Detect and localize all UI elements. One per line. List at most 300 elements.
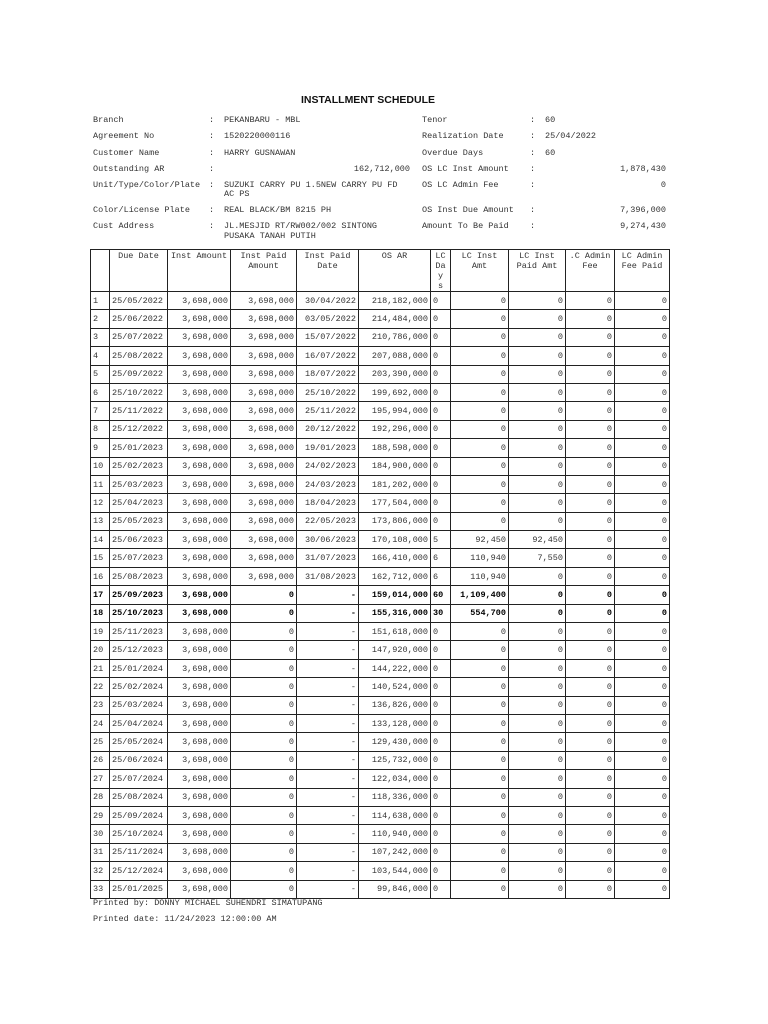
lc-admin-fee-cell: 0 xyxy=(566,531,615,549)
lc-inst-amt-cell: 0 xyxy=(451,770,509,788)
lc-days-cell: 0 xyxy=(431,623,451,641)
table-row xyxy=(91,806,670,824)
lc-admin-fee-cell: 0 xyxy=(566,512,615,530)
due-date-cell: 25/06/2023 xyxy=(110,531,168,549)
table-row xyxy=(91,880,670,898)
inst-paid-date-cell: - xyxy=(297,825,359,843)
lc-admin-fee-paid-cell: 0 xyxy=(615,347,670,365)
lc-admin-fee-paid-cell: 0 xyxy=(615,402,670,420)
inst-paid-amount-cell: 0 xyxy=(231,788,297,806)
due-date-cell: 25/02/2024 xyxy=(110,678,168,696)
lc-days-cell: 60 xyxy=(431,586,451,604)
due-date-cell: 25/12/2022 xyxy=(110,420,168,438)
due-date-cell: 25/12/2023 xyxy=(110,641,168,659)
lc-inst-paid-amt-cell: 0 xyxy=(509,641,566,659)
row-number-cell: 21 xyxy=(91,659,110,677)
lc-inst-paid-amt-cell: 0 xyxy=(509,457,566,475)
table-row xyxy=(91,475,670,493)
lc-inst-amt-cell: 0 xyxy=(451,862,509,880)
lc-inst-paid-amt-cell: 0 xyxy=(509,770,566,788)
unit-type-label: Unit/Type/Color/Plate xyxy=(93,180,201,190)
printed-by: Printed by: DONNY MICHAEL SUHENDRI SIMATUPANG xyxy=(93,898,323,908)
inst-paid-date-cell: 18/07/2022 xyxy=(297,365,359,383)
lc-admin-fee-paid-cell: 0 xyxy=(615,586,670,604)
inst-paid-date-cell: 30/06/2023 xyxy=(297,531,359,549)
inst-amount-cell: 3,698,000 xyxy=(168,310,231,328)
lc-admin-fee-paid-cell: 0 xyxy=(615,439,670,457)
inst-paid-date-cell: - xyxy=(297,862,359,880)
lc-days-cell: 0 xyxy=(431,788,451,806)
colon: : xyxy=(209,180,215,190)
os-ar-cell: 218,182,000 xyxy=(359,292,431,310)
lc-days-cell: 0 xyxy=(431,880,451,898)
lc-days-cell: 0 xyxy=(431,770,451,788)
row-number-cell: 6 xyxy=(91,383,110,401)
lc-days-cell: 0 xyxy=(431,843,451,861)
due-date-cell: 25/02/2023 xyxy=(110,457,168,475)
inst-amount-cell: 3,698,000 xyxy=(168,531,231,549)
table-row xyxy=(91,402,670,420)
due-date-cell: 25/08/2023 xyxy=(110,567,168,585)
table-header-row xyxy=(91,250,670,292)
table-row xyxy=(91,310,670,328)
lc-admin-fee-paid-cell: 0 xyxy=(615,328,670,346)
inst-paid-amount-cell: 0 xyxy=(231,825,297,843)
due-date-cell: 25/09/2024 xyxy=(110,806,168,824)
inst-paid-amount-cell: 0 xyxy=(231,586,297,604)
lc-inst-paid-amt-cell: 0 xyxy=(509,586,566,604)
table-row xyxy=(91,788,670,806)
lc-admin-fee-cell: 0 xyxy=(566,457,615,475)
due-date-cell: 25/03/2024 xyxy=(110,696,168,714)
inst-paid-amount-cell: 0 xyxy=(231,862,297,880)
lc-days-cell: 6 xyxy=(431,549,451,567)
lc-admin-fee-cell: 0 xyxy=(566,383,615,401)
inst-amount-cell: 3,698,000 xyxy=(168,659,231,677)
row-number-cell: 32 xyxy=(91,862,110,880)
inst-paid-amount-cell: 3,698,000 xyxy=(231,383,297,401)
row-number-cell: 13 xyxy=(91,512,110,530)
table-row xyxy=(91,420,670,438)
table-row xyxy=(91,365,670,383)
table-body xyxy=(91,292,670,899)
row-number-cell: 15 xyxy=(91,549,110,567)
row-number-cell: 14 xyxy=(91,531,110,549)
lc-inst-amt-cell: 0 xyxy=(451,788,509,806)
table-row xyxy=(91,292,670,310)
os-ar-cell: 155,316,000 xyxy=(359,604,431,622)
lc-inst-amt-cell: 0 xyxy=(451,678,509,696)
inst-paid-amount-cell: 3,698,000 xyxy=(231,402,297,420)
table-row xyxy=(91,843,670,861)
lc-inst-amt-cell: 110,940 xyxy=(451,567,509,585)
lc-admin-fee-paid-cell: 0 xyxy=(615,862,670,880)
column-header: Inst Paid Date xyxy=(297,250,359,292)
lc-inst-amt-cell: 0 xyxy=(451,328,509,346)
lc-inst-amt-cell: 0 xyxy=(451,310,509,328)
lc-days-cell: 0 xyxy=(431,641,451,659)
lc-days-cell: 0 xyxy=(431,825,451,843)
os-ar-cell: 188,598,000 xyxy=(359,439,431,457)
due-date-cell: 25/11/2023 xyxy=(110,623,168,641)
lc-admin-fee-cell: 0 xyxy=(566,494,615,512)
inst-amount-cell: 3,698,000 xyxy=(168,751,231,769)
installment-table xyxy=(90,249,670,899)
table-row xyxy=(91,623,670,641)
lc-admin-fee-cell: 0 xyxy=(566,310,615,328)
os-lc-inst-amount-value: 1,878,430 xyxy=(620,164,666,174)
row-number-cell: 31 xyxy=(91,843,110,861)
lc-admin-fee-paid-cell: 0 xyxy=(615,604,670,622)
lc-inst-paid-amt-cell: 0 xyxy=(509,347,566,365)
row-number-cell: 26 xyxy=(91,751,110,769)
lc-inst-paid-amt-cell: 0 xyxy=(509,328,566,346)
lc-days-cell: 0 xyxy=(431,659,451,677)
inst-paid-date-cell: - xyxy=(297,604,359,622)
due-date-cell: 25/01/2025 xyxy=(110,880,168,898)
inst-paid-amount-cell: 0 xyxy=(231,604,297,622)
os-ar-cell: 184,900,000 xyxy=(359,457,431,475)
lc-admin-fee-cell: 0 xyxy=(566,659,615,677)
lc-inst-paid-amt-cell: 0 xyxy=(509,365,566,383)
colon: : xyxy=(530,164,536,174)
inst-amount-cell: 3,698,000 xyxy=(168,714,231,732)
inst-amount-cell: 3,698,000 xyxy=(168,623,231,641)
row-number-cell: 20 xyxy=(91,641,110,659)
row-number-cell: 22 xyxy=(91,678,110,696)
os-ar-cell: 214,484,000 xyxy=(359,310,431,328)
row-number-cell: 27 xyxy=(91,770,110,788)
table-row xyxy=(91,825,670,843)
lc-inst-amt-cell: 0 xyxy=(451,512,509,530)
inst-paid-date-cell: - xyxy=(297,714,359,732)
lc-days-cell: 0 xyxy=(431,292,451,310)
colon: : xyxy=(209,115,215,125)
outstanding-ar-value: 162,712,000 xyxy=(353,164,410,174)
table-row xyxy=(91,347,670,365)
lc-inst-paid-amt-cell: 7,550 xyxy=(509,549,566,567)
inst-paid-date-cell: 31/07/2023 xyxy=(297,549,359,567)
os-lc-admin-fee-value: 0 xyxy=(660,180,666,190)
lc-admin-fee-cell: 0 xyxy=(566,402,615,420)
inst-paid-amount-cell: 3,698,000 xyxy=(231,328,297,346)
due-date-cell: 25/09/2023 xyxy=(110,586,168,604)
inst-paid-date-cell: 16/07/2022 xyxy=(297,347,359,365)
color-license-label: Color/License Plate xyxy=(93,205,190,215)
colon: : xyxy=(530,205,536,215)
inst-paid-date-cell: 03/05/2022 xyxy=(297,310,359,328)
os-ar-cell: 110,940,000 xyxy=(359,825,431,843)
table-row xyxy=(91,770,670,788)
os-ar-cell: 140,524,000 xyxy=(359,678,431,696)
inst-paid-date-cell: - xyxy=(297,623,359,641)
cust-address-value-line2: PUSAKA TANAH PUTIH xyxy=(224,231,316,241)
lc-admin-fee-paid-cell: 0 xyxy=(615,531,670,549)
lc-days-cell: 0 xyxy=(431,862,451,880)
lc-admin-fee-paid-cell: 0 xyxy=(615,806,670,824)
inst-amount-cell: 3,698,000 xyxy=(168,788,231,806)
os-ar-cell: 159,014,000 xyxy=(359,586,431,604)
inst-amount-cell: 3,698,000 xyxy=(168,347,231,365)
lc-inst-amt-cell: 0 xyxy=(451,402,509,420)
os-ar-cell: 192,296,000 xyxy=(359,420,431,438)
lc-days-cell: 0 xyxy=(431,347,451,365)
lc-admin-fee-paid-cell: 0 xyxy=(615,365,670,383)
lc-admin-fee-cell: 0 xyxy=(566,843,615,861)
os-inst-due-amount-value: 7,396,000 xyxy=(620,205,666,215)
lc-inst-amt-cell: 0 xyxy=(451,806,509,824)
inst-paid-amount-cell: 0 xyxy=(231,770,297,788)
row-number-cell: 29 xyxy=(91,806,110,824)
lc-inst-amt-cell: 0 xyxy=(451,659,509,677)
colon: : xyxy=(209,164,215,174)
table-row xyxy=(91,641,670,659)
row-number-cell: 5 xyxy=(91,365,110,383)
colon: : xyxy=(209,221,215,231)
os-ar-cell: 147,920,000 xyxy=(359,641,431,659)
lc-inst-amt-cell: 1,109,400 xyxy=(451,586,509,604)
inst-paid-amount-cell: 3,698,000 xyxy=(231,365,297,383)
inst-paid-amount-cell: 0 xyxy=(231,733,297,751)
table-row xyxy=(91,494,670,512)
row-number-cell: 12 xyxy=(91,494,110,512)
realization-date-label: Realization Date xyxy=(422,131,504,141)
colon: : xyxy=(530,180,536,190)
lc-admin-fee-cell: 0 xyxy=(566,678,615,696)
agreement-no-label: Agreement No xyxy=(93,131,155,141)
due-date-cell: 25/10/2022 xyxy=(110,383,168,401)
lc-days-cell: 0 xyxy=(431,714,451,732)
colon: : xyxy=(530,115,536,125)
lc-admin-fee-paid-cell: 0 xyxy=(615,549,670,567)
lc-inst-paid-amt-cell: 0 xyxy=(509,623,566,641)
table-row xyxy=(91,549,670,567)
inst-amount-cell: 3,698,000 xyxy=(168,770,231,788)
column-header: Due Date xyxy=(110,250,168,292)
lc-inst-paid-amt-cell: 0 xyxy=(509,402,566,420)
row-number-cell: 28 xyxy=(91,788,110,806)
inst-paid-date-cell: 25/11/2022 xyxy=(297,402,359,420)
inst-amount-cell: 3,698,000 xyxy=(168,292,231,310)
due-date-cell: 25/05/2022 xyxy=(110,292,168,310)
unit-type-value: SUZUKI CARRY PU 1.5NEW CARRY PU FD xyxy=(224,180,398,190)
lc-days-cell: 0 xyxy=(431,696,451,714)
due-date-cell: 25/05/2023 xyxy=(110,512,168,530)
row-number-cell: 11 xyxy=(91,475,110,493)
lc-inst-amt-cell: 0 xyxy=(451,457,509,475)
table-row xyxy=(91,751,670,769)
lc-inst-amt-cell: 0 xyxy=(451,623,509,641)
row-number-cell: 30 xyxy=(91,825,110,843)
lc-inst-paid-amt-cell: 0 xyxy=(509,733,566,751)
inst-amount-cell: 3,698,000 xyxy=(168,567,231,585)
inst-paid-amount-cell: 0 xyxy=(231,880,297,898)
row-number-cell: 10 xyxy=(91,457,110,475)
due-date-cell: 25/06/2024 xyxy=(110,751,168,769)
lc-admin-fee-paid-cell: 0 xyxy=(615,475,670,493)
inst-amount-cell: 3,698,000 xyxy=(168,733,231,751)
row-number-cell: 17 xyxy=(91,586,110,604)
lc-days-cell: 0 xyxy=(431,310,451,328)
agreement-no-value: 1520220000116 xyxy=(224,131,291,141)
lc-admin-fee-cell: 0 xyxy=(566,770,615,788)
lc-admin-fee-paid-cell: 0 xyxy=(615,659,670,677)
colon: : xyxy=(209,205,215,215)
lc-days-cell: 0 xyxy=(431,751,451,769)
os-inst-due-amount-label: OS Inst Due Amount xyxy=(422,205,514,215)
lc-admin-fee-cell: 0 xyxy=(566,623,615,641)
inst-paid-amount-cell: 0 xyxy=(231,843,297,861)
lc-days-cell: 0 xyxy=(431,439,451,457)
inst-paid-date-cell: 24/03/2023 xyxy=(297,475,359,493)
lc-admin-fee-paid-cell: 0 xyxy=(615,880,670,898)
column-header: LC Inst Amt xyxy=(451,250,509,292)
lc-days-cell: 0 xyxy=(431,678,451,696)
os-ar-cell: 210,786,000 xyxy=(359,328,431,346)
table-row xyxy=(91,659,670,677)
inst-paid-amount-cell: 0 xyxy=(231,806,297,824)
inst-amount-cell: 3,698,000 xyxy=(168,328,231,346)
lc-inst-paid-amt-cell: 0 xyxy=(509,567,566,585)
amount-to-be-paid-value: 9,274,430 xyxy=(620,221,666,231)
inst-amount-cell: 3,698,000 xyxy=(168,420,231,438)
lc-inst-paid-amt-cell: 0 xyxy=(509,310,566,328)
inst-amount-cell: 3,698,000 xyxy=(168,402,231,420)
inst-paid-amount-cell: 3,698,000 xyxy=(231,457,297,475)
table-row xyxy=(91,586,670,604)
inst-paid-date-cell: 15/07/2022 xyxy=(297,328,359,346)
branch-value: PEKANBARU - MBL xyxy=(224,115,301,125)
row-number-cell: 4 xyxy=(91,347,110,365)
inst-paid-amount-cell: 3,698,000 xyxy=(231,292,297,310)
inst-paid-amount-cell: 0 xyxy=(231,641,297,659)
os-ar-cell: 173,806,000 xyxy=(359,512,431,530)
lc-days-cell: 0 xyxy=(431,328,451,346)
os-ar-cell: 166,410,000 xyxy=(359,549,431,567)
inst-amount-cell: 3,698,000 xyxy=(168,641,231,659)
due-date-cell: 25/11/2022 xyxy=(110,402,168,420)
inst-amount-cell: 3,698,000 xyxy=(168,475,231,493)
lc-admin-fee-paid-cell: 0 xyxy=(615,567,670,585)
lc-admin-fee-cell: 0 xyxy=(566,365,615,383)
row-number-cell: 8 xyxy=(91,420,110,438)
lc-admin-fee-paid-cell: 0 xyxy=(615,457,670,475)
lc-admin-fee-cell: 0 xyxy=(566,806,615,824)
lc-admin-fee-paid-cell: 0 xyxy=(615,825,670,843)
lc-inst-paid-amt-cell: 0 xyxy=(509,788,566,806)
inst-paid-date-cell: - xyxy=(297,696,359,714)
table-row xyxy=(91,604,670,622)
table-row xyxy=(91,696,670,714)
lc-admin-fee-paid-cell: 0 xyxy=(615,310,670,328)
inst-amount-cell: 3,698,000 xyxy=(168,383,231,401)
os-ar-cell: 99,846,000 xyxy=(359,880,431,898)
inst-amount-cell: 3,698,000 xyxy=(168,604,231,622)
inst-paid-amount-cell: 3,698,000 xyxy=(231,494,297,512)
due-date-cell: 25/08/2022 xyxy=(110,347,168,365)
lc-inst-paid-amt-cell: 0 xyxy=(509,862,566,880)
lc-days-cell: 0 xyxy=(431,420,451,438)
due-date-cell: 25/04/2024 xyxy=(110,714,168,732)
lc-inst-amt-cell: 0 xyxy=(451,843,509,861)
os-lc-admin-fee-label: OS LC Admin Fee xyxy=(422,180,499,190)
customer-name-label: Customer Name xyxy=(93,148,160,158)
lc-inst-amt-cell: 110,940 xyxy=(451,549,509,567)
printed-date: Printed date: 11/24/2023 12:00:00 AM xyxy=(93,914,277,924)
lc-days-cell: 0 xyxy=(431,402,451,420)
lc-admin-fee-paid-cell: 0 xyxy=(615,292,670,310)
inst-amount-cell: 3,698,000 xyxy=(168,457,231,475)
lc-admin-fee-cell: 0 xyxy=(566,751,615,769)
lc-days-cell: 0 xyxy=(431,457,451,475)
lc-days-cell: 30 xyxy=(431,604,451,622)
due-date-cell: 25/01/2023 xyxy=(110,439,168,457)
due-date-cell: 25/10/2024 xyxy=(110,825,168,843)
lc-inst-amt-cell: 0 xyxy=(451,641,509,659)
lc-inst-paid-amt-cell: 0 xyxy=(509,439,566,457)
lc-days-cell: 0 xyxy=(431,733,451,751)
inst-paid-amount-cell: 3,698,000 xyxy=(231,310,297,328)
inst-paid-amount-cell: 3,698,000 xyxy=(231,420,297,438)
inst-paid-date-cell: - xyxy=(297,641,359,659)
os-ar-cell: 144,222,000 xyxy=(359,659,431,677)
lc-inst-amt-cell: 0 xyxy=(451,365,509,383)
table-row xyxy=(91,512,670,530)
inst-paid-date-cell: - xyxy=(297,751,359,769)
lc-days-cell: 0 xyxy=(431,512,451,530)
os-ar-cell: 114,638,000 xyxy=(359,806,431,824)
lc-days-cell: 0 xyxy=(431,475,451,493)
lc-admin-fee-cell: 0 xyxy=(566,549,615,567)
table-row xyxy=(91,457,670,475)
cust-address-label: Cust Address xyxy=(93,221,155,231)
os-ar-cell: 181,202,000 xyxy=(359,475,431,493)
inst-amount-cell: 3,698,000 xyxy=(168,862,231,880)
branch-label: Branch xyxy=(93,115,124,125)
lc-inst-amt-cell: 0 xyxy=(451,825,509,843)
lc-inst-paid-amt-cell: 0 xyxy=(509,475,566,493)
inst-paid-date-cell: 30/04/2022 xyxy=(297,292,359,310)
inst-paid-date-cell: 22/05/2023 xyxy=(297,512,359,530)
lc-admin-fee-paid-cell: 0 xyxy=(615,678,670,696)
inst-amount-cell: 3,698,000 xyxy=(168,494,231,512)
lc-admin-fee-paid-cell: 0 xyxy=(615,494,670,512)
inst-paid-date-cell: 19/01/2023 xyxy=(297,439,359,457)
lc-admin-fee-paid-cell: 0 xyxy=(615,641,670,659)
inst-paid-amount-cell: 0 xyxy=(231,714,297,732)
table-row xyxy=(91,383,670,401)
due-date-cell: 25/12/2024 xyxy=(110,862,168,880)
lc-inst-paid-amt-cell: 0 xyxy=(509,678,566,696)
lc-inst-amt-cell: 0 xyxy=(451,383,509,401)
lc-inst-paid-amt-cell: 0 xyxy=(509,880,566,898)
cust-address-value: JL.MESJID RT/RW002/002 SINTONG xyxy=(224,221,378,231)
os-ar-cell: 118,336,000 xyxy=(359,788,431,806)
inst-paid-date-cell: 18/04/2023 xyxy=(297,494,359,512)
column-header xyxy=(91,250,110,292)
table-row xyxy=(91,733,670,751)
lc-inst-amt-cell: 0 xyxy=(451,494,509,512)
row-number-cell: 9 xyxy=(91,439,110,457)
column-header: OS AR xyxy=(359,250,431,292)
inst-paid-amount-cell: 3,698,000 xyxy=(231,531,297,549)
due-date-cell: 25/07/2022 xyxy=(110,328,168,346)
inst-paid-date-cell: - xyxy=(297,770,359,788)
row-number-cell: 2 xyxy=(91,310,110,328)
tenor-label: Tenor xyxy=(422,115,448,125)
inst-amount-cell: 3,698,000 xyxy=(168,549,231,567)
due-date-cell: 25/07/2024 xyxy=(110,770,168,788)
